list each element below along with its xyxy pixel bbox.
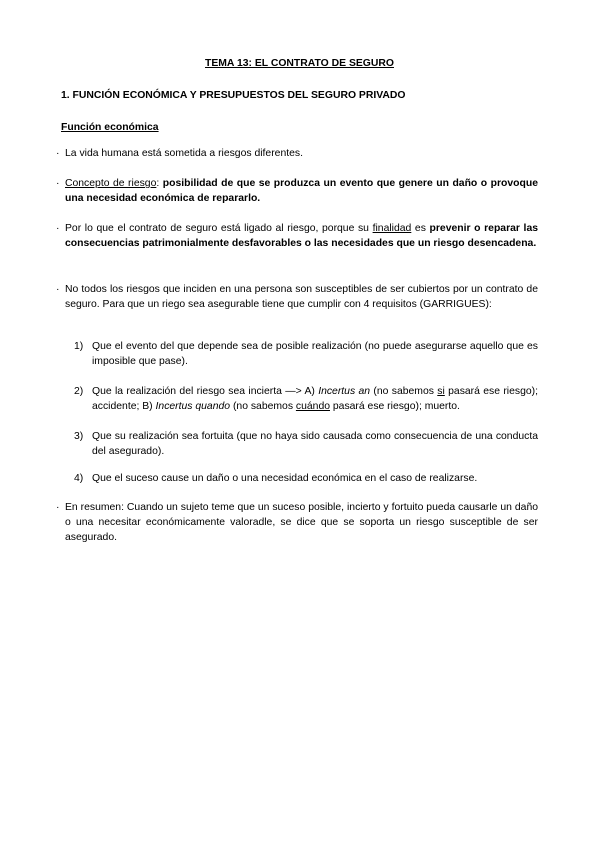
document-title: TEMA 13: EL CONTRATO DE SEGURO bbox=[205, 58, 394, 69]
requirement-number: 2) bbox=[74, 386, 84, 397]
requirement-text bbox=[92, 384, 538, 414]
term-finalidad: finalidad bbox=[372, 223, 412, 234]
requirement-item bbox=[74, 339, 538, 369]
definition-text: posibilidad de que se produzca un evento que genere un daño o provoque una necesidad económica de repararlo. bbox=[65, 178, 538, 204]
list-item bbox=[56, 176, 538, 206]
requirement-number: 4) bbox=[74, 473, 84, 484]
requirement-text: Que su realización sea fortuita (que no haya sido causada como consecuencia de una conducta del asegurado). bbox=[92, 431, 538, 457]
text-segment: Por lo que el contrato de seguro está ligado al riesgo, porque su bbox=[65, 223, 373, 234]
list-item bbox=[56, 146, 538, 161]
term-concepto-riesgo: Concepto de riesgo bbox=[65, 178, 157, 189]
text-segment: pasará ese riesgo); muerto. bbox=[330, 401, 460, 412]
requirement-text: Que el suceso cause un daño o una necesidad económica en el caso de realizarse. bbox=[92, 473, 478, 484]
underlined-word: cuándo bbox=[295, 401, 330, 412]
bullet-text bbox=[65, 221, 538, 251]
text-segment: Que la realización del riesgo sea incierta —> A) bbox=[92, 386, 319, 397]
bullet-marker: · bbox=[56, 178, 60, 189]
requirement-text: Que el evento del que depende sea de posible realización (no puede asegurarse aquello que es imposible que pase). bbox=[92, 341, 538, 367]
bullet-text: En resumen: Cuando un sujeto teme que un suceso posible, incierto y fortuito pueda causarle un daño o una necesitar económicamente valoradle, se dice que se soporta un riesgo susceptible de ser asegurado. bbox=[65, 502, 538, 543]
bullet-marker: · bbox=[56, 502, 60, 513]
text-segment: es bbox=[411, 223, 430, 234]
requirement-item bbox=[74, 471, 538, 486]
underlined-word: si bbox=[437, 386, 445, 397]
separator: : bbox=[156, 178, 163, 189]
list-item bbox=[56, 221, 538, 251]
requirement-number: 3) bbox=[74, 431, 84, 442]
list-item bbox=[56, 282, 538, 312]
bullet-marker: · bbox=[56, 148, 60, 159]
latin-term: Incertus an bbox=[318, 386, 371, 397]
requirement-number: 1) bbox=[74, 341, 84, 352]
emphasis-text: prevenir o reparar las consecuencias patrimonialmente desfavorables o las necesidades que un riesgo desencadena. bbox=[65, 223, 538, 249]
text-segment: (no sabemos bbox=[370, 386, 438, 397]
requirement-item bbox=[74, 384, 538, 414]
subsection-heading: Función económica bbox=[61, 122, 159, 133]
bullet-marker: · bbox=[56, 284, 60, 295]
bullet-text: La vida humana está sometida a riesgos diferentes. bbox=[65, 148, 303, 159]
requirement-item bbox=[74, 429, 538, 459]
text-segment: pasará ese riesgo); accidente; B) bbox=[92, 386, 538, 412]
bullet-text bbox=[65, 176, 538, 206]
bullet-text: No todos los riesgos que inciden en una persona son susceptibles de ser cubiertos por un contrato de seguro. Para que un riego sea asegurable tiene que cumplir con 4 requisitos (GARRIGUES): bbox=[65, 284, 538, 310]
section-heading: 1. FUNCIÓN ECONÓMICA Y PRESUPUESTOS DEL SEGURO PRIVADO bbox=[61, 90, 406, 101]
bullet-marker: · bbox=[56, 223, 60, 234]
list-item bbox=[56, 500, 538, 545]
text-segment: (no sabemos bbox=[230, 401, 296, 412]
latin-term: Incertus quando bbox=[155, 401, 231, 412]
